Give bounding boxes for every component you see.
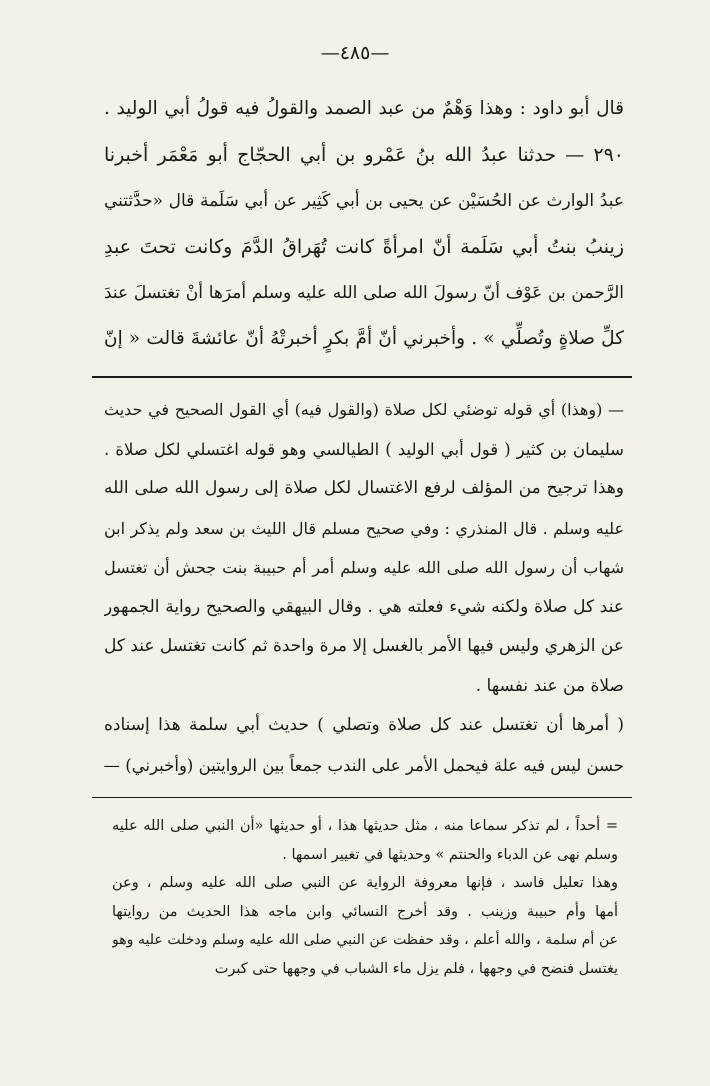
footnote-divider xyxy=(92,797,632,798)
commentary-line: حسن ليس فيه علة فيحمل الأمر على الندب جمعاً بين الروايتين (وأخبرني) — xyxy=(104,755,624,775)
page-number: —٤٨٥— xyxy=(320,42,390,64)
footnote-line: أمها وأم حبيبة وزينب . وقد أخرج النسائي وابن ماجه هذا الحديث من روايتها xyxy=(112,903,618,920)
hadith-290-line: ٢٩٠ — حدثنا عبدُ الله بنُ عَمْرو بن أبي الحجّاج أبو مَعْمَر أخبرنا xyxy=(104,144,624,166)
footnote-line: عن أم سلمة ، والله أعلم ، وقد حفظت عن النبي صلى الله عليه وسلم ودخلت عليه وهو xyxy=(112,932,618,949)
footnote-text xyxy=(112,812,618,984)
commentary-line: — (وهذا) أي قوله توضئي لكل صلاة (والقول فيه) أي القول الصحيح في حديث xyxy=(104,400,624,419)
commentary-line: عند كل صلاة ولكنه شيء فعلته هي . وقال البيهقي والصحيح رواية الجمهور xyxy=(104,596,624,617)
text-line: عبدُ الوارث عن الحُسَيْن عن يحيى بن أبي كَثِير عن أبي سَلَمة قال «حدَّثتني xyxy=(104,191,624,211)
footnote-line: وهذا تعليل فاسد ، فإنها معروفة الرواية عن النبي صلى الله عليه وسلم ، وعن xyxy=(112,875,618,892)
text-line: قال أبو داود : وهذا وَهْمٌ من عبد الصمد والقولُ فيه قولُ أبي الوليد . xyxy=(104,98,624,119)
hadith-text xyxy=(104,86,624,362)
commentary-line: شهاب أن رسول الله صلى الله عليه وسلم أمر أم حبيبة بنت جحش أن تغتسل xyxy=(104,558,624,577)
commentary-line: عن الزهري وليس فيها الأمر بالغسل إلا مرة واحدة ثم كانت تغتسل عند كل xyxy=(104,636,624,656)
commentary-line: عليه وسلم . قال المنذري : وفي صحيح مسلم قال الليث بن سعد ولم يذكر ابن xyxy=(104,518,624,538)
commentary-text xyxy=(104,390,624,785)
footnote-line: يغتسل فنضح في وجهها ، فلم يزل ماء الشباب في وجهها حتى كبرت xyxy=(214,960,618,977)
text-line: زينبُ بنتُ أبي سَلَمة أنّ امرأةً كانت تُهَراقُ الدَّمَ وكانت تحتَ عبدِ xyxy=(104,236,624,258)
section-divider xyxy=(92,376,632,378)
commentary-line: وهذا ترجيح من المؤلف لرفع الاغتسال لكل صلاة إلى رسول الله صلى الله xyxy=(104,478,624,498)
commentary-line: صلاة من عند نفسها . xyxy=(475,675,624,696)
text-line: كلِّ صلاةٍ وتُصلِّي » . وأخبرني أنّ أمَّ بكرٍ أخبرتْهُ أنّ عائشةَ قالت « إنّ xyxy=(104,328,624,349)
footnote-line: = أحداً ، لم تذكر سماعا منه ، مثل حديثها هذا ، أو حديثها «أن النبي صلى الله عليه xyxy=(112,818,618,834)
footnote-line: وسلم نهى عن الدباء والحنتم » وحديثها في تغيير اسمها . xyxy=(282,846,618,863)
commentary-line: سليمان بن كثير ( قول أبي الوليد ) الطيالسي وهو قوله اغتسلي لكل صلاة . xyxy=(104,439,624,459)
commentary-line: ( أمرها أن تغتسل عند كل صلاة وتصلي ) حديث أبي سلمة هذا إسناده xyxy=(104,715,624,735)
text-line: الرَّحمن بن عَوْف أنّ رسولَ الله صلى الله عليه وسلم أمرَها أنْ تغتسلَ عندَ xyxy=(104,283,624,303)
